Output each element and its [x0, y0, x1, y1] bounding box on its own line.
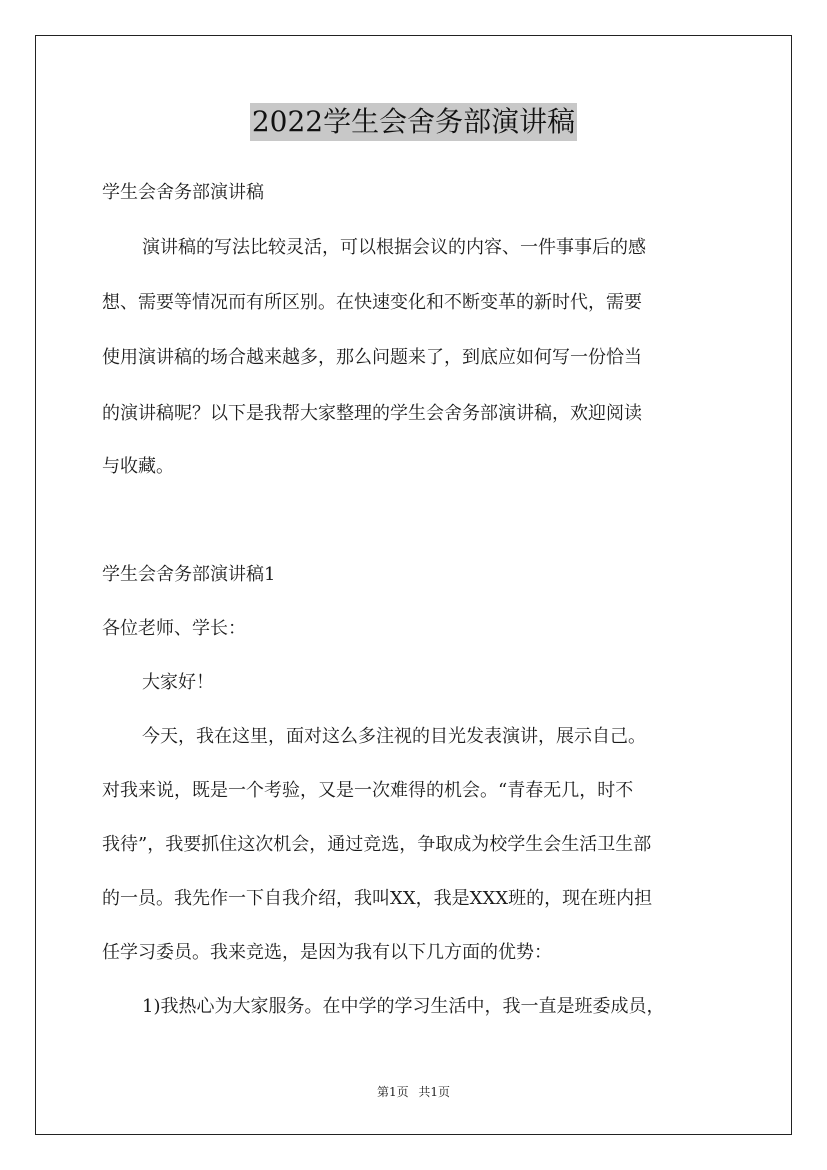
section-heading: 学生会舍务部演讲稿1: [102, 564, 276, 585]
paragraph-line: 演讲稿的写法比较灵活，可以根据会议的内容、一件事事后的感: [142, 237, 646, 258]
page-number: 第1页: [376, 1085, 409, 1099]
page-total: 共1页: [418, 1085, 451, 1099]
salutation: 各位老师、学长：: [102, 618, 246, 639]
paragraph-line: 我待”，我要抓住这次机会，通过竞选，争取成为校学生会生活卫生部: [102, 834, 652, 855]
paragraph-line: 任学习委员。我来竞选，是因为我有以下几方面的优势：: [102, 942, 552, 963]
greeting: 大家好！: [142, 672, 214, 693]
paragraph-line: 今天，我在这里，面对这么多注视的目光发表演讲，展示自己。: [142, 726, 646, 747]
paragraph-line: 对我来说，既是一个考验，又是一次难得的机会。“青春无几，时不: [102, 780, 634, 801]
paragraph-line: 与收藏。: [102, 456, 174, 477]
title-container: [0, 103, 827, 141]
paragraph-line: 想、需要等情况而有所区别。在快速变化和不断变革的新时代，需要: [102, 292, 642, 313]
paragraph-line: 1)我热心为大家服务。在中学的学习生活中，我一直是班委成员，: [142, 996, 665, 1017]
paragraph-line: 的一员。我先作一下自我介绍，我叫XX，我是XXX班的，现在班内担: [102, 888, 653, 909]
paragraph-line: 使用演讲稿的场合越来越多，那么问题来了，到底应如何写一份恰当: [102, 347, 642, 368]
subtitle-line: 学生会舍务部演讲稿: [102, 182, 264, 203]
page-footer: [0, 1084, 827, 1100]
paragraph-line: 的演讲稿呢？以下是我帮大家整理的学生会舍务部演讲稿，欢迎阅读: [102, 403, 642, 424]
document-title: 2022学生会舍务部演讲稿: [250, 103, 577, 141]
